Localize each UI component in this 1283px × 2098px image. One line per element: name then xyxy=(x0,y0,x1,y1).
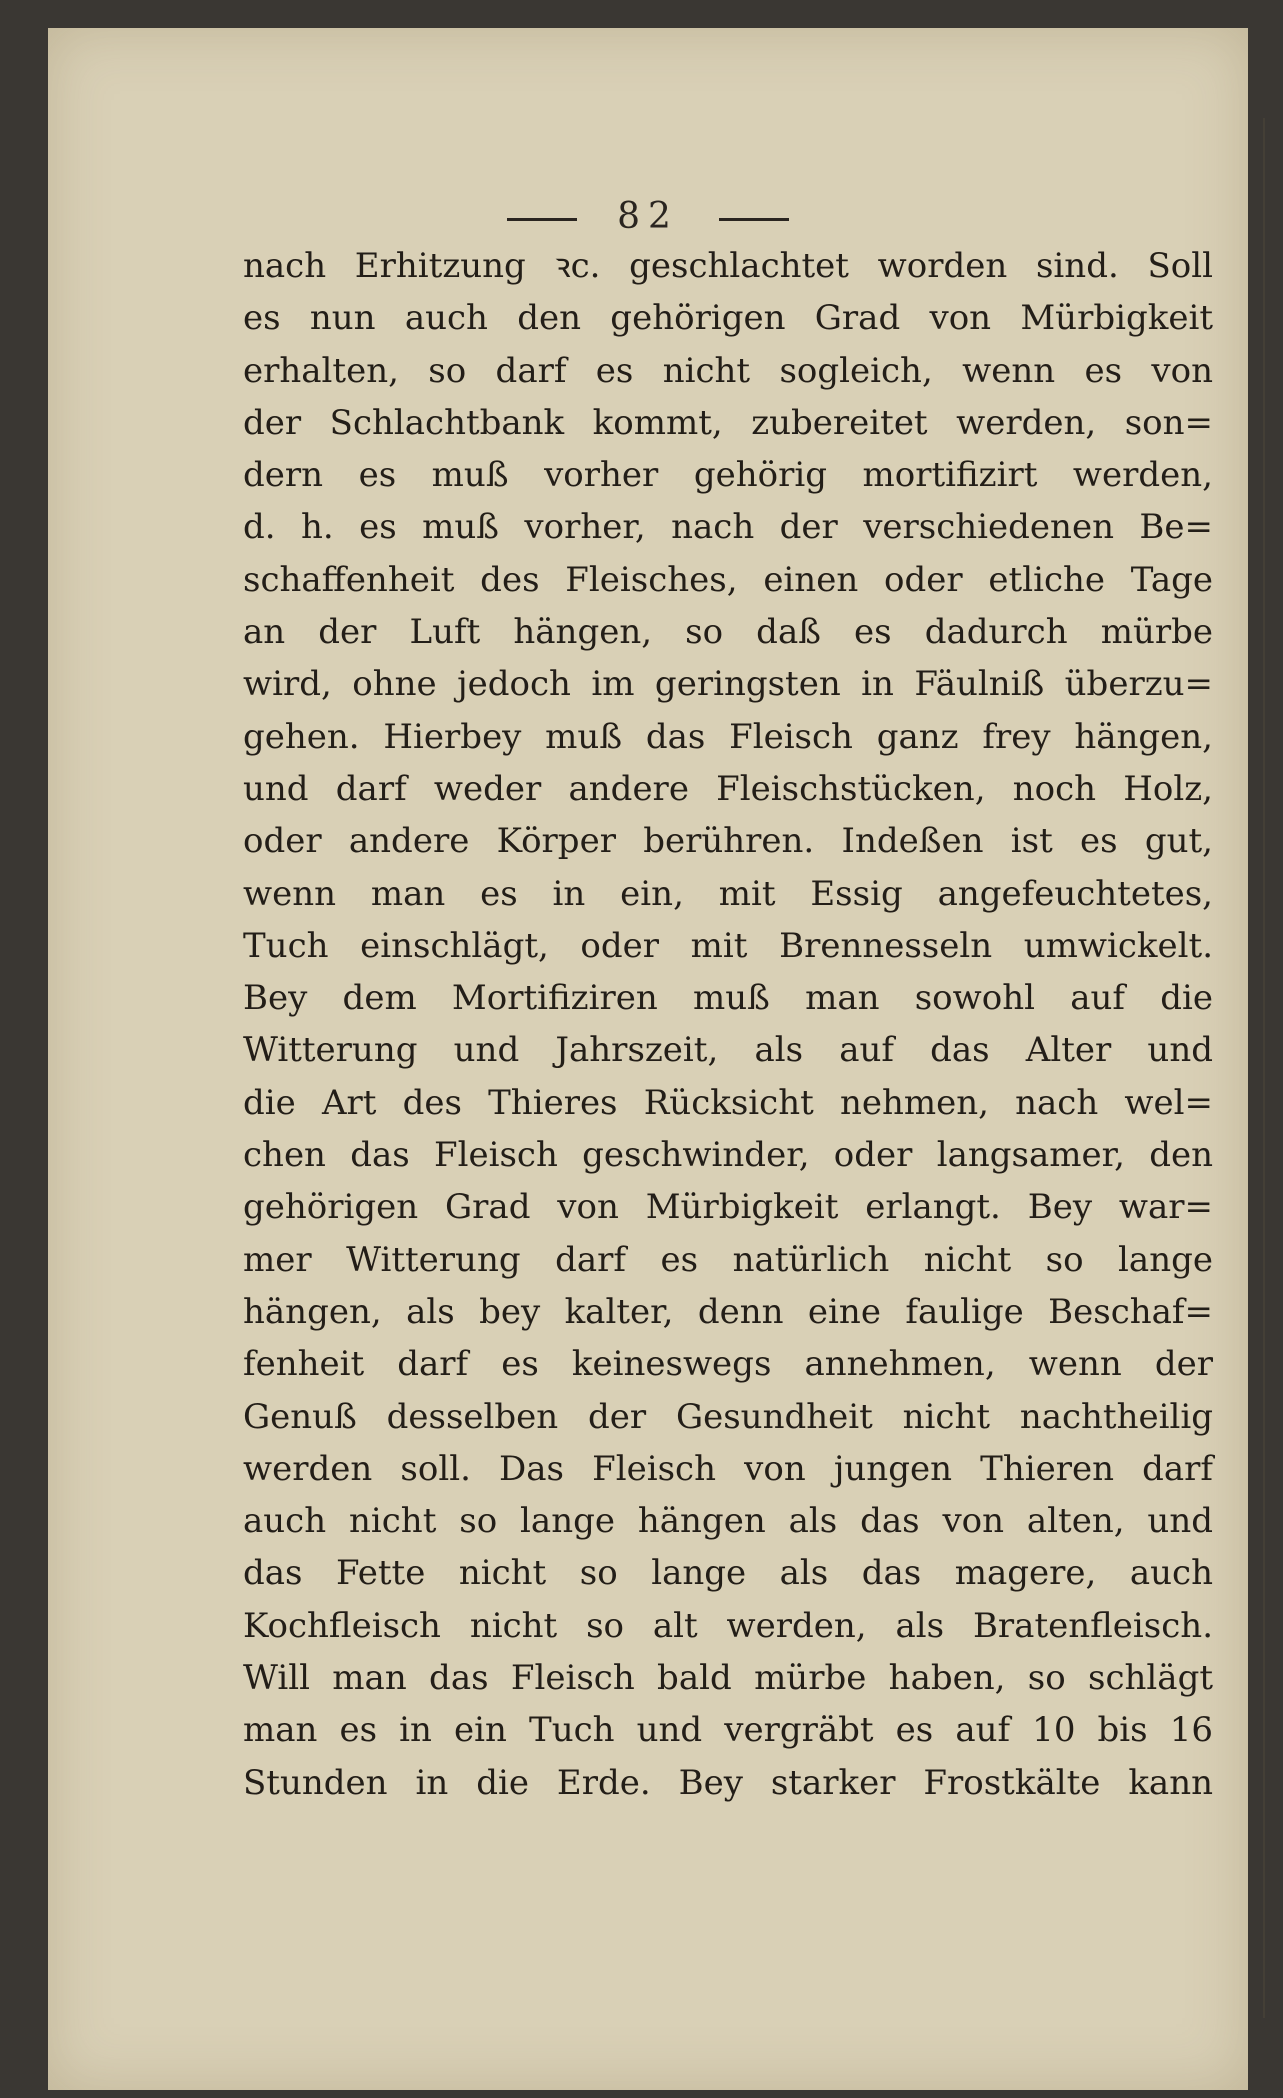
page-number: 82 xyxy=(617,196,679,237)
text-line: an der Luft hängen, so daß es dadurch mürbe xyxy=(243,612,1213,653)
page-edge-shadow xyxy=(1263,118,1265,2018)
text-line: Kochfleisch nicht so alt werden, als Bratenfleisch. xyxy=(243,1605,1213,1646)
text-line: Bey dem Mortifiziren muß man sowohl auf die xyxy=(243,978,1213,1019)
text-line: mer Witterung darf es natürlich nicht so lange xyxy=(243,1239,1213,1280)
text-line: d. h. es muß vorher, nach der verschiedenen Be= xyxy=(243,507,1213,548)
text-line: nach Erhitzung ꝛc. geschlachtet worden sind. Soll xyxy=(243,246,1213,286)
text-line: und darf weder andere Fleischstücken, noch Holz, xyxy=(243,768,1213,809)
book-page xyxy=(48,28,1248,2090)
text-line: die Art des Thieres Rücksicht nehmen, nach wel= xyxy=(243,1082,1213,1123)
text-line: oder andere Körper berühren. Indeßen ist es gut, xyxy=(243,821,1213,862)
text-line: Genuß desselben der Gesundheit nicht nachtheilig xyxy=(243,1396,1213,1437)
text-line: wird, ohne jedoch im geringsten in Fäulniß überzu= xyxy=(243,664,1213,705)
text-line: Stunden in die Erde. Bey starker Frostkälte kann xyxy=(243,1762,1213,1803)
text-line: der Schlachtbank kommt, zubereitet werden, son= xyxy=(243,402,1213,443)
text-line: schaffenheit des Fleisches, einen oder etliche Tage xyxy=(243,559,1213,600)
text-line: dern es muß vorher gehörig mortifizirt werden, xyxy=(243,455,1213,496)
text-line: werden soll. Das Fleisch von jungen Thieren darf xyxy=(243,1448,1213,1489)
text-line: erhalten, so darf es nicht sogleich, wenn es von xyxy=(243,350,1213,391)
body-text xyxy=(243,240,1213,1809)
text-line: fenheit darf es keineswegs annehmen, wenn der xyxy=(243,1344,1213,1385)
header-dash-right xyxy=(719,218,789,221)
text-line: Witterung und Jahrszeit, als auf das Alter und xyxy=(243,1030,1213,1071)
page-header xyxy=(48,196,1248,237)
text-line: man es in ein Tuch und vergräbt es auf 10 bis 16 xyxy=(243,1710,1213,1751)
text-line: hängen, als bey kalter, denn eine faulige Beschaf= xyxy=(243,1291,1213,1332)
text-line: das Fette nicht so lange als das magere, auch xyxy=(243,1553,1213,1594)
text-line: wenn man es in ein, mit Essig angefeuchtetes, xyxy=(243,873,1213,914)
text-line: gehen. Hierbey muß das Fleisch ganz frey hängen, xyxy=(243,716,1213,757)
text-line: es nun auch den gehörigen Grad von Mürbigkeit xyxy=(243,298,1213,339)
text-line: Tuch einschlägt, oder mit Brennesseln umwickelt. xyxy=(243,925,1213,966)
text-line: chen das Fleisch geschwinder, oder langsamer, den xyxy=(243,1135,1213,1176)
text-line: Will man das Fleisch bald mürbe haben, so schlägt xyxy=(243,1658,1213,1699)
text-line: gehörigen Grad von Mürbigkeit erlangt. Bey war= xyxy=(243,1187,1213,1228)
header-dash-left xyxy=(507,218,577,221)
text-line: auch nicht so lange hängen als das von alten, und xyxy=(243,1501,1213,1542)
